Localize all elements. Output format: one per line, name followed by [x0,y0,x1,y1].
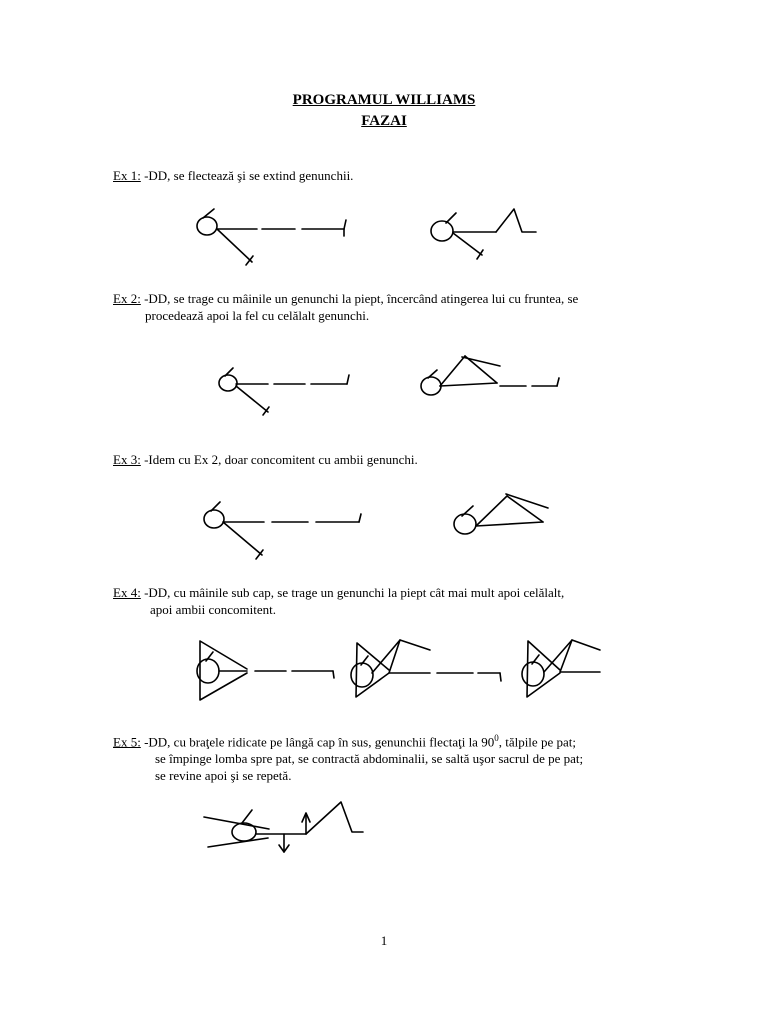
exercise-2-line-2: procedează apoi la fel cu celălalt genunchi. [145,308,370,323]
ex4-figure-one-knee [351,640,501,697]
exercise-5-line-3: se revine apoi şi se repetă. [155,768,292,784]
ex4-figure-both-knees [522,640,600,697]
ex4-figure-extended [197,641,334,700]
ex2-figure-one-knee [421,356,559,395]
exercise-5-label: Ex 5: [113,734,141,750]
exercise-5-line-2: se împinge lomba spre pat, se contractă abdominalii, se saltă uşor sacrul de pe pat; [155,751,584,767]
exercise-3-line-1: -Idem cu Ex 2, doar concomitent cu ambii genunchi. [144,452,418,467]
exercise-4-label: Ex 4: [113,585,141,600]
exercise-3-label: Ex 3: [113,452,141,467]
document-title-line1: PROGRAMUL WILLIAMS [292,92,476,108]
exercise-5-line-1a: -DD, cu braţele ridicate pe lângă cap în sus, genunchii flectaţi la 90 [144,734,495,750]
exercise-5-line-1b: , tălpile pe pat; [498,734,576,750]
ex2-figure-extended [219,368,349,415]
page-number: 1 [380,933,388,948]
document-title-line2: FAZAI [361,113,407,129]
exercise-2-line-1: -DD, se trage cu mâinile un genunchi la piept, încercând atingerea lui cu fruntea, se [144,291,579,306]
exercise-4-line-1: -DD, cu mâinile sub cap, se trage un genunchi la piept cât mai mult apoi celălalt, [144,585,565,600]
exercise-1-label: Ex 1: [113,168,141,183]
ex3-figure-extended [204,502,361,559]
exercise-5-degree-sup: 0 [494,733,499,743]
exercise-4-line-2: apoi ambii concomitent. [150,602,276,617]
ex1-figure-flexed [431,209,536,259]
ex5-figure-pelvic-tilt [204,802,363,852]
ex1-figure-extended [197,209,346,265]
exercise-1-line-1: -DD, se flectează şi se extind genunchii. [144,168,354,183]
exercise-2-label: Ex 2: [113,291,141,306]
ex3-figure-both-knees [454,494,548,534]
